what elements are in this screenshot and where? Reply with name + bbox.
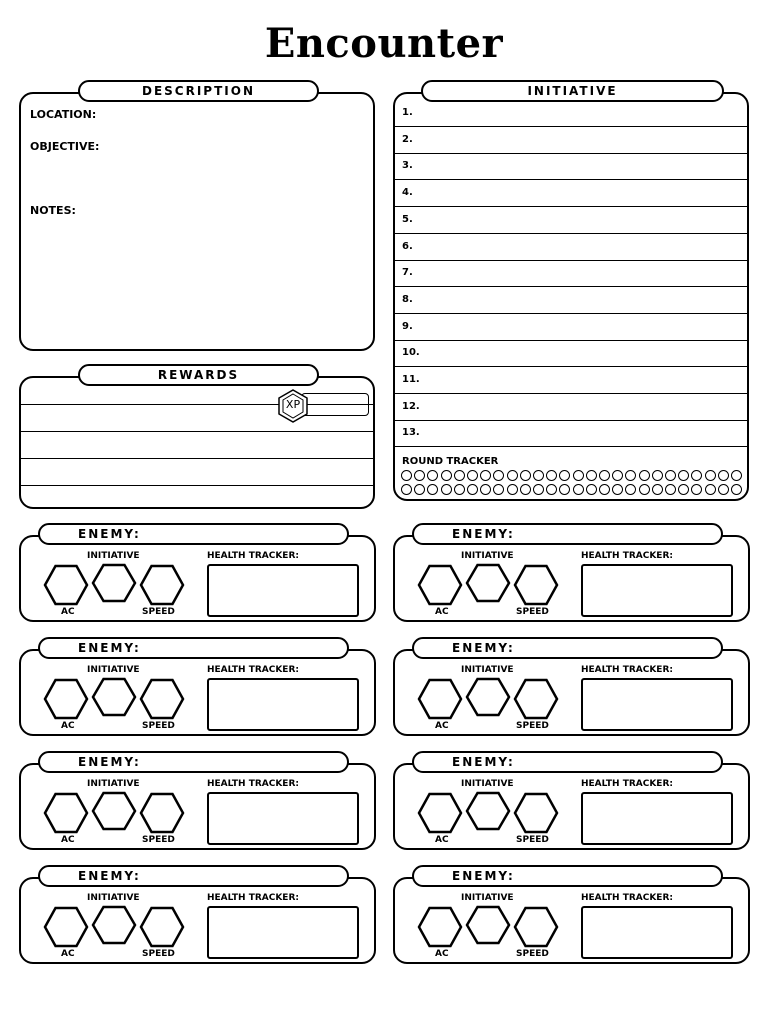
initiative-row-line[interactable] — [395, 420, 747, 421]
health-tracker-label: HEALTH TRACKER: — [581, 665, 673, 675]
ac-hexagon — [419, 908, 461, 946]
enemy-name-header[interactable]: ENEMY: — [38, 523, 349, 545]
round-tracker-circle[interactable] — [546, 484, 557, 495]
ac-hexagon — [419, 794, 461, 832]
round-tracker-circle[interactable] — [691, 484, 702, 495]
round-tracker-circle[interactable] — [652, 484, 663, 495]
health-tracker-box[interactable] — [581, 678, 733, 731]
ac-label: AC — [435, 607, 449, 617]
initiative-row-number: 9. — [402, 320, 413, 332]
stat-hexagons — [43, 790, 187, 836]
initiative-hexagon — [467, 907, 509, 943]
ac-hexagon — [45, 680, 87, 718]
round-tracker-circle[interactable] — [401, 484, 412, 495]
ac-label: AC — [61, 949, 75, 959]
rewards-line — [21, 431, 373, 432]
objective-label: OBJECTIVE: — [30, 140, 100, 153]
notes-label: NOTES: — [30, 204, 76, 217]
initiative-row-line[interactable] — [395, 366, 747, 367]
ac-hexagon — [45, 908, 87, 946]
enemy-name-header[interactable]: ENEMY: — [412, 523, 723, 545]
speed-label: SPEED — [516, 721, 549, 731]
round-tracker-circle[interactable] — [573, 470, 584, 481]
enemy-name-header[interactable]: ENEMY: — [38, 865, 349, 887]
speed-label: SPEED — [516, 949, 549, 959]
initiative-hexagon — [467, 679, 509, 715]
stat-hexagons — [43, 562, 187, 608]
initiative-panel — [393, 92, 749, 501]
round-tracker-circle[interactable] — [480, 484, 491, 495]
round-tracker-circle[interactable] — [559, 484, 570, 495]
round-tracker-circle[interactable] — [401, 470, 412, 481]
health-tracker-label: HEALTH TRACKER: — [207, 779, 299, 789]
round-tracker-circle[interactable] — [612, 470, 623, 481]
initiative-row-line[interactable] — [395, 340, 747, 341]
round-tracker-circle[interactable] — [507, 484, 518, 495]
speed-hexagon — [515, 680, 557, 718]
initiative-row-line[interactable] — [395, 126, 747, 127]
round-tracker-circle[interactable] — [493, 484, 504, 495]
initiative-row-line[interactable] — [395, 393, 747, 394]
round-tracker-circle[interactable] — [678, 484, 689, 495]
round-tracker-circle[interactable] — [586, 484, 597, 495]
round-tracker-circle[interactable] — [414, 484, 425, 495]
enemy-name-header[interactable]: ENEMY: — [38, 751, 349, 773]
page-title: Encounter — [264, 20, 504, 67]
round-tracker-circle[interactable] — [625, 484, 636, 495]
ac-hexagon — [45, 566, 87, 604]
rewards-panel — [19, 376, 375, 509]
health-tracker-label: HEALTH TRACKER: — [207, 665, 299, 675]
initiative-row-line[interactable] — [395, 233, 747, 234]
initiative-stat-label: INITIATIVE — [461, 551, 514, 561]
enemy-card — [393, 649, 750, 736]
initiative-hexagon — [467, 793, 509, 829]
rewards-header: REWARDS — [78, 364, 319, 386]
round-tracker-circle[interactable] — [520, 484, 531, 495]
enemy-card — [19, 763, 376, 850]
enemy-card — [19, 649, 376, 736]
speed-label: SPEED — [142, 949, 175, 959]
health-tracker-label: HEALTH TRACKER: — [581, 551, 673, 561]
enemy-name-header[interactable]: ENEMY: — [38, 637, 349, 659]
round-tracker-circle[interactable] — [718, 484, 729, 495]
ac-label: AC — [435, 721, 449, 731]
enemy-card — [393, 877, 750, 964]
round-tracker-circle[interactable] — [639, 470, 650, 481]
xp-field[interactable] — [301, 393, 369, 416]
round-tracker-circle[interactable] — [612, 484, 623, 495]
speed-hexagon — [141, 908, 183, 946]
speed-hexagon — [515, 566, 557, 604]
enemy-card — [393, 763, 750, 850]
initiative-row-number: 13. — [402, 427, 420, 439]
speed-label: SPEED — [142, 835, 175, 845]
round-tracker-circle[interactable] — [414, 470, 425, 481]
round-tracker-circle[interactable] — [441, 484, 452, 495]
round-tracker-circle[interactable] — [665, 484, 676, 495]
stat-hexagons — [417, 676, 561, 722]
round-tracker-circle[interactable] — [705, 470, 716, 481]
round-tracker-circle[interactable] — [546, 470, 557, 481]
initiative-row-line[interactable] — [395, 260, 747, 261]
initiative-row-line[interactable] — [395, 153, 747, 154]
initiative-row-number: 7. — [402, 267, 413, 279]
initiative-row-line[interactable] — [395, 313, 747, 314]
health-tracker-box[interactable] — [207, 906, 359, 959]
round-tracker-circle[interactable] — [691, 470, 702, 481]
speed-label: SPEED — [516, 835, 549, 845]
initiative-hexagon — [467, 565, 509, 601]
health-tracker-box[interactable] — [207, 678, 359, 731]
initiative-row-number: 5. — [402, 213, 413, 225]
enemy-name-header[interactable]: ENEMY: — [412, 751, 723, 773]
health-tracker-box[interactable] — [207, 564, 359, 617]
health-tracker-box[interactable] — [207, 792, 359, 845]
initiative-row-line[interactable] — [395, 179, 747, 180]
initiative-hexagon — [93, 793, 135, 829]
health-tracker-label: HEALTH TRACKER: — [207, 551, 299, 561]
rewards-line — [21, 485, 373, 486]
ac-label: AC — [435, 835, 449, 845]
round-tracker-circle[interactable] — [559, 470, 570, 481]
speed-hexagon — [515, 794, 557, 832]
round-tracker-circle[interactable] — [652, 470, 663, 481]
stat-hexagons — [417, 562, 561, 608]
round-tracker-circle[interactable] — [731, 470, 742, 481]
round-tracker-circle[interactable] — [731, 484, 742, 495]
initiative-hexagon — [93, 565, 135, 601]
stat-hexagons — [43, 676, 187, 722]
enemy-card — [19, 535, 376, 622]
round-tracker-circle[interactable] — [467, 470, 478, 481]
round-tracker-label: ROUND TRACKER — [402, 456, 499, 467]
round-tracker-circle[interactable] — [467, 484, 478, 495]
initiative-stat-label: INITIATIVE — [461, 665, 514, 675]
round-tracker-circle[interactable] — [718, 470, 729, 481]
round-tracker-circle[interactable] — [427, 484, 438, 495]
initiative-stat-label: INITIATIVE — [461, 893, 514, 903]
round-tracker-circle[interactable] — [454, 470, 465, 481]
initiative-row-number: 2. — [402, 133, 413, 145]
round-tracker-circle[interactable] — [507, 470, 518, 481]
enemy-card — [19, 877, 376, 964]
round-tracker-circle[interactable] — [678, 470, 689, 481]
enemy-card — [393, 535, 750, 622]
initiative-stat-label: INITIATIVE — [87, 665, 140, 675]
initiative-stat-label: INITIATIVE — [87, 893, 140, 903]
round-tracker-circle[interactable] — [665, 470, 676, 481]
speed-label: SPEED — [142, 721, 175, 731]
speed-label: SPEED — [516, 607, 549, 617]
initiative-row-number: 3. — [402, 160, 413, 172]
speed-hexagon — [515, 908, 557, 946]
round-tracker-circle[interactable] — [573, 484, 584, 495]
initiative-row-number: 8. — [402, 293, 413, 305]
speed-hexagon — [141, 680, 183, 718]
initiative-row-line[interactable] — [395, 286, 747, 287]
initiative-stat-label: INITIATIVE — [87, 551, 140, 561]
ac-label: AC — [61, 607, 75, 617]
round-tracker-circle[interactable] — [427, 470, 438, 481]
xp-label: XP — [285, 398, 301, 411]
initiative-row-line[interactable] — [395, 206, 747, 207]
initiative-row-number: 4. — [402, 187, 413, 199]
health-tracker-label: HEALTH TRACKER: — [207, 893, 299, 903]
initiative-row-number: 6. — [402, 240, 413, 252]
rewards-line — [21, 458, 373, 459]
speed-hexagon — [141, 794, 183, 832]
description-header: DESCRIPTION — [78, 80, 319, 102]
ac-hexagon — [419, 680, 461, 718]
health-tracker-box[interactable] — [581, 906, 733, 959]
round-tracker-circle[interactable] — [480, 470, 491, 481]
enemy-name-header[interactable]: ENEMY: — [412, 865, 723, 887]
health-tracker-box[interactable] — [581, 564, 733, 617]
stat-hexagons — [417, 790, 561, 836]
round-tracker-circle[interactable] — [493, 470, 504, 481]
initiative-row-number: 11. — [402, 374, 420, 385]
stat-hexagons — [417, 904, 561, 950]
initiative-row-number: 10. — [402, 347, 420, 359]
round-tracker-circle[interactable] — [586, 470, 597, 481]
ac-hexagon — [45, 794, 87, 832]
initiative-row-line[interactable] — [395, 446, 747, 447]
round-tracker-circle[interactable] — [625, 470, 636, 481]
initiative-hexagon — [93, 679, 135, 715]
health-tracker-label: HEALTH TRACKER: — [581, 893, 673, 903]
initiative-stat-label: INITIATIVE — [87, 779, 140, 789]
ac-label: AC — [435, 949, 449, 959]
location-label: LOCATION: — [30, 108, 97, 121]
round-tracker-circle[interactable] — [454, 484, 465, 495]
initiative-stat-label: INITIATIVE — [461, 779, 514, 789]
round-tracker-circle[interactable] — [533, 470, 544, 481]
round-tracker-circle[interactable] — [599, 484, 610, 495]
round-tracker-circle[interactable] — [520, 470, 531, 481]
round-tracker-circle[interactable] — [533, 484, 544, 495]
round-tracker-circle[interactable] — [639, 484, 650, 495]
speed-label: SPEED — [142, 607, 175, 617]
stat-hexagons — [43, 904, 187, 950]
initiative-row-number: 1. — [402, 107, 413, 118]
ac-hexagon — [419, 566, 461, 604]
health-tracker-label: HEALTH TRACKER: — [581, 779, 673, 789]
description-panel — [19, 92, 375, 351]
initiative-header: INITIATIVE — [421, 80, 724, 102]
round-tracker-circle[interactable] — [705, 484, 716, 495]
speed-hexagon — [141, 566, 183, 604]
health-tracker-box[interactable] — [581, 792, 733, 845]
enemy-name-header[interactable]: ENEMY: — [412, 637, 723, 659]
ac-label: AC — [61, 721, 75, 731]
initiative-hexagon — [93, 907, 135, 943]
initiative-row-number: 12. — [402, 400, 420, 412]
round-tracker-circle[interactable] — [599, 470, 610, 481]
ac-label: AC — [61, 835, 75, 845]
round-tracker-circle[interactable] — [441, 470, 452, 481]
